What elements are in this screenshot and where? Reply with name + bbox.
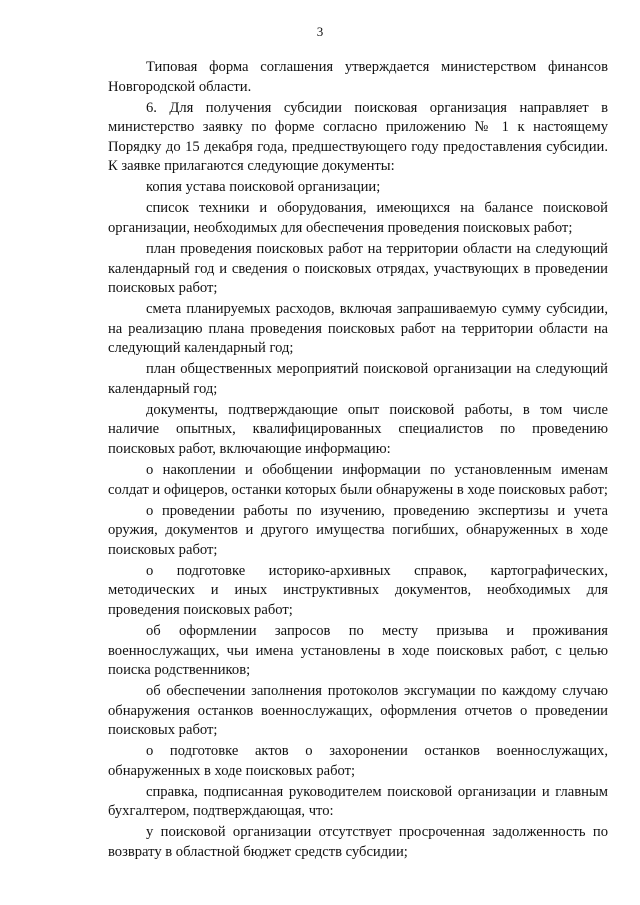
paragraph: документы, подтверждающие опыт поисковой работы, в том числе наличие опытных, квалифицированных специалистов по проведению поисковых работ, включающие информацию: — [108, 401, 608, 458]
document-body — [108, 58, 608, 864]
paragraph: у поисковой организации отсутствует просроченная задолженность по возврату в областной бюджет средств субсидии; — [108, 824, 608, 861]
paragraph: план проведения поисковых работ на территории области на следующий календарный год и сведения о поисковых отрядах, участвующих в проведении поисковых работ; — [108, 240, 608, 297]
paragraph: Типовая форма соглашения утверждается министерством финансов Новгородской области. — [108, 59, 608, 95]
paragraph: об обеспечении заполнения протоколов эксгумации по каждому случаю обнаружения останков военнослужащих, оформления отчетов о проведении поисковых работ; — [108, 683, 608, 739]
paragraph: о подготовке актов о захоронении останков военнослужащих, обнаруженных в ходе поисковых работ; — [108, 743, 608, 779]
page-number: 3 — [316, 24, 324, 39]
paragraph: копия устава поисковой организации; — [146, 179, 381, 196]
paragraph: план общественных мероприятий поисковой организации на следующий календарный год; — [108, 361, 608, 397]
paragraph: об оформлении запросов по месту призыва и проживания военнослужащих, чьи имена установлены в ходе поисковых работ, с целью поиска родственников; — [108, 622, 608, 679]
paragraph: о проведении работы по изучению, проведению экспертизы и учета оружия, документов и другого имущества погибших, обнаруженных в ходе поисковых работ; — [108, 502, 608, 558]
paragraph: смета планируемых расходов, включая запрашиваемую сумму субсидии, на реализацию плана проведения поисковых работ на территории области на следующий календарный год; — [108, 301, 608, 357]
paragraph: 6. Для получения субсидии поисковая организация направляет в министерство заявку по форме согласно приложению № 1 к настоящему Порядку до 15 декабря года, предшествующего году предоставления субсидии. К заявке прилагаются следующие документы: — [108, 99, 608, 175]
paragraph: справка, подписанная руководителем поисковой организации и главным бухгалтером, подтверждающая, что: — [108, 783, 608, 820]
paragraph: о накоплении и обобщении информации по установленным именам солдат и офицеров, останки которых были обнаружены в ходе поисковых работ; — [108, 462, 608, 498]
paragraph: список техники и оборудования, имеющихся на балансе поисковой организации, необходимых для обеспечения проведения поисковых работ; — [108, 200, 608, 236]
paragraph: о подготовке историко-архивных справок, картографических, методических и иных инструктивных документов, необходимых для проведения поисковых работ; — [108, 562, 608, 618]
